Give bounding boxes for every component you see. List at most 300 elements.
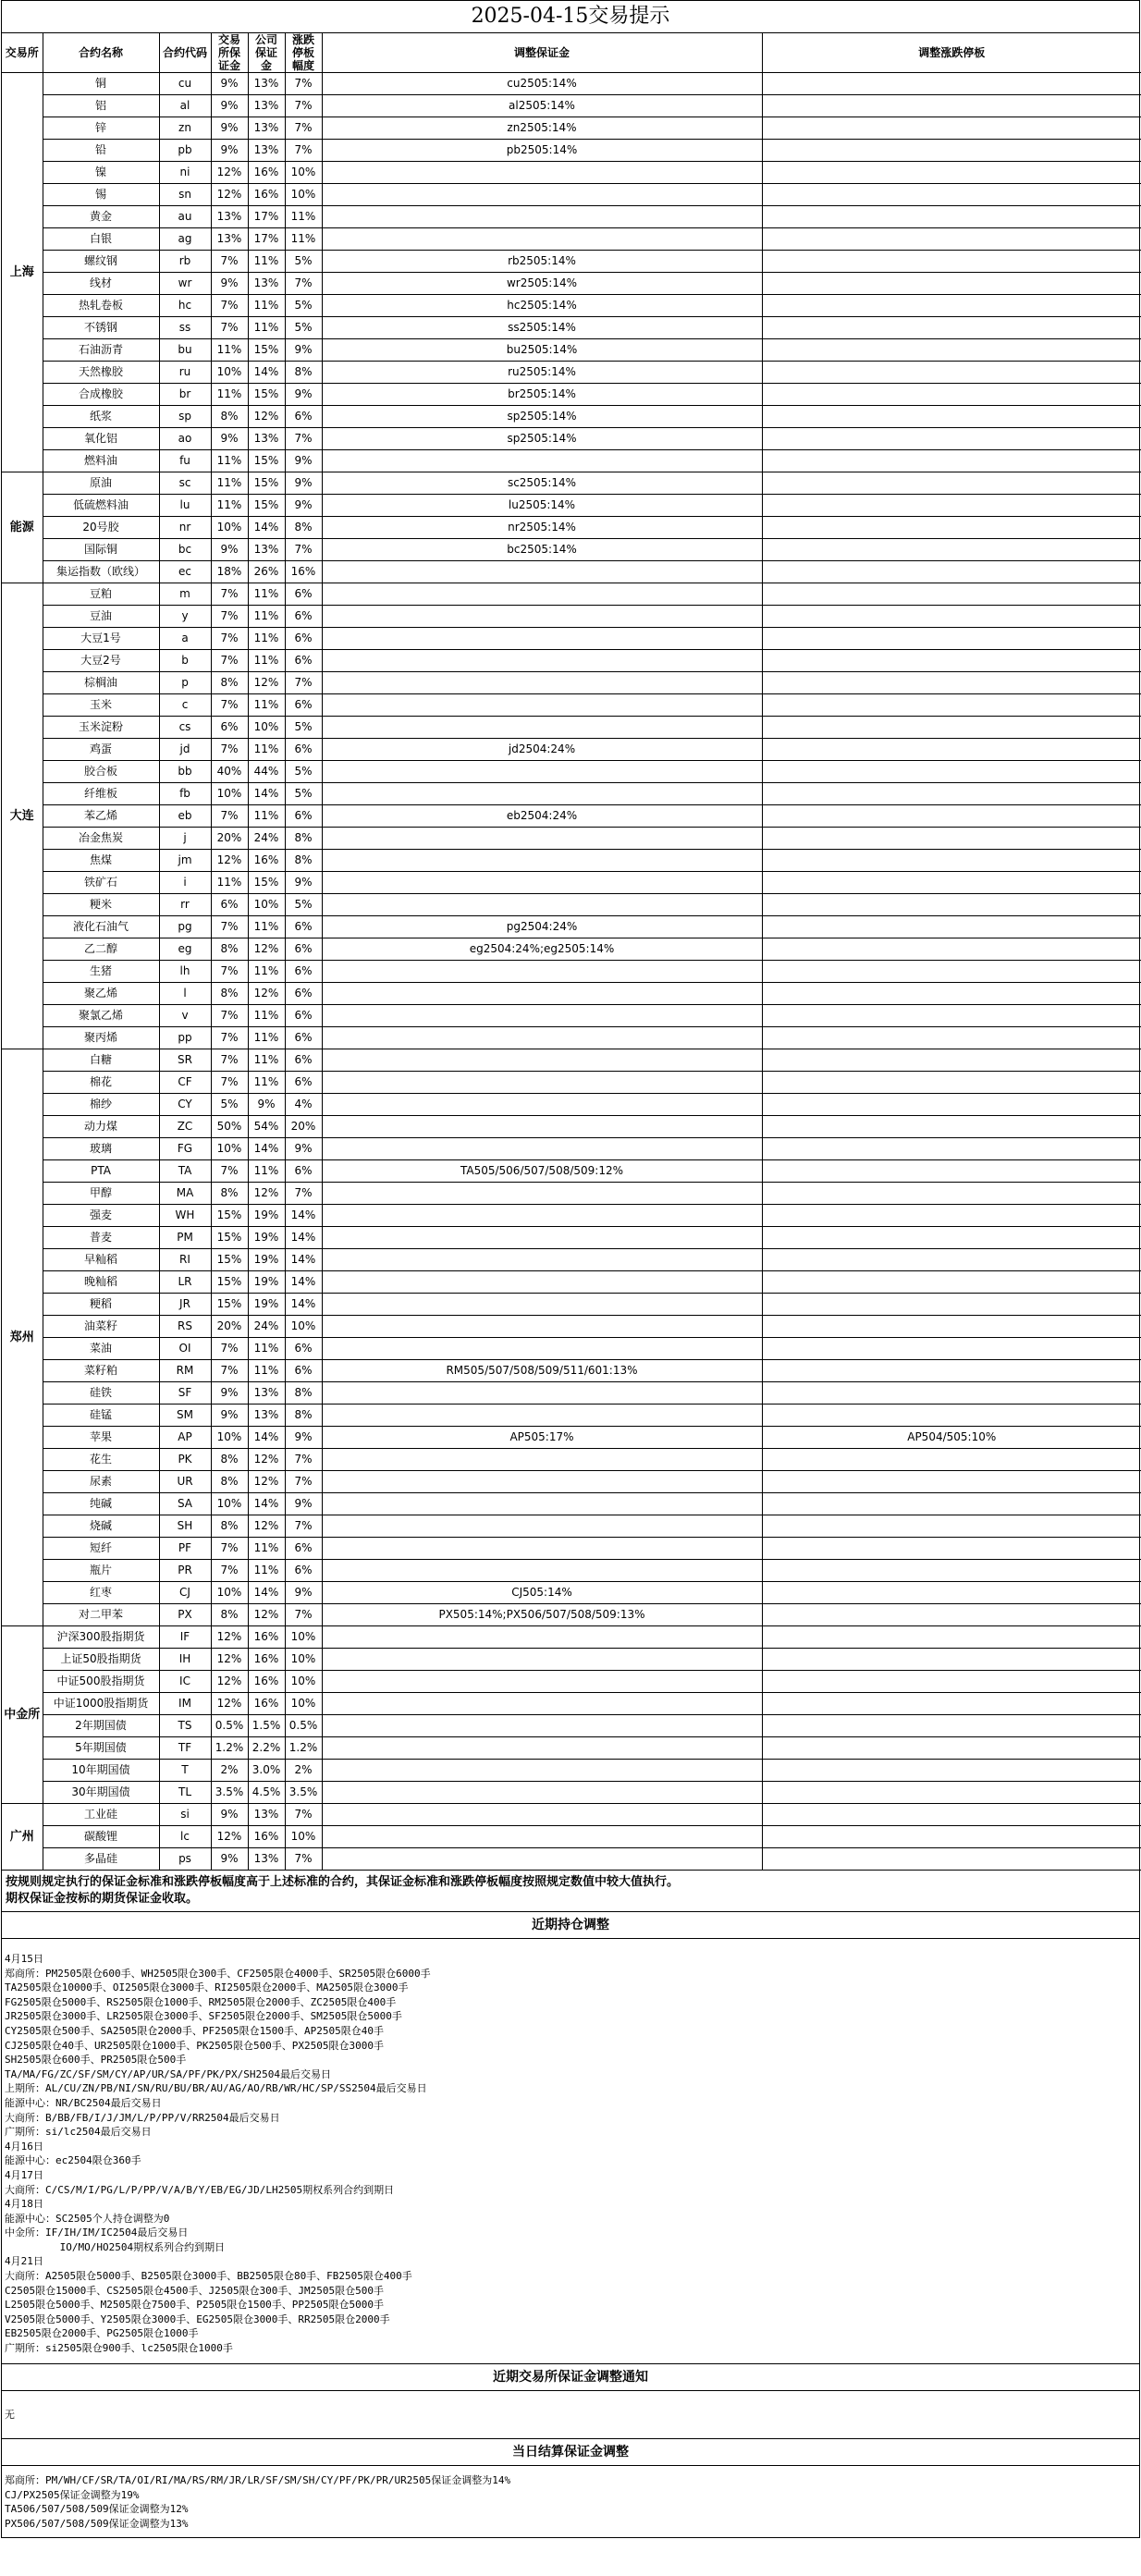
adjusted-margin-cell bbox=[322, 1294, 762, 1316]
contract-code-cell: ao bbox=[159, 428, 211, 450]
limit-range-cell: 5% bbox=[285, 295, 322, 317]
table-row bbox=[2, 1804, 1141, 1826]
table-row bbox=[2, 73, 1141, 95]
limit-range-cell: 7% bbox=[285, 117, 322, 140]
exchange-margin-cell: 7% bbox=[211, 1072, 248, 1094]
adjusted-margin-cell bbox=[322, 1538, 762, 1560]
adjusted-margin-cell bbox=[322, 1382, 762, 1405]
table-row bbox=[2, 1449, 1141, 1471]
contract-name-cell: 乙二醇 bbox=[43, 938, 159, 961]
company-margin-cell: 19% bbox=[248, 1249, 285, 1271]
limit-range-cell: 8% bbox=[285, 1382, 322, 1405]
adjusted-limit-cell bbox=[762, 850, 1141, 872]
company-margin-cell: 16% bbox=[248, 1693, 285, 1715]
table-row bbox=[2, 672, 1141, 694]
limit-range-cell: 7% bbox=[285, 1449, 322, 1471]
contract-code-cell: LR bbox=[159, 1271, 211, 1294]
limit-range-cell: 8% bbox=[285, 517, 322, 539]
contract-code-cell: SH bbox=[159, 1515, 211, 1538]
limit-range-cell: 5% bbox=[285, 717, 322, 739]
exchange-margin-cell: 7% bbox=[211, 805, 248, 828]
adjusted-limit-cell bbox=[762, 295, 1141, 317]
contract-name-cell: 大豆1号 bbox=[43, 628, 159, 650]
adjusted-margin-cell: sp2505:14% bbox=[322, 406, 762, 428]
limit-range-cell: 10% bbox=[285, 1693, 322, 1715]
company-margin-cell: 11% bbox=[248, 1160, 285, 1183]
section-position-adjustment bbox=[2, 1912, 1139, 2364]
contract-name-cell: 铝 bbox=[43, 95, 159, 117]
table-row bbox=[2, 1760, 1141, 1782]
contract-name-cell: 晚籼稻 bbox=[43, 1271, 159, 1294]
adjusted-limit-cell bbox=[762, 517, 1141, 539]
adjusted-margin-cell bbox=[322, 1715, 762, 1737]
table-row bbox=[2, 206, 1141, 228]
limit-range-cell: 7% bbox=[285, 428, 322, 450]
exchange-margin-cell: 9% bbox=[211, 117, 248, 140]
adjusted-margin-cell bbox=[322, 184, 762, 206]
adjusted-limit-cell: AP504/505:10% bbox=[762, 1427, 1141, 1449]
adjusted-limit-cell bbox=[762, 1649, 1141, 1671]
table-row bbox=[2, 1826, 1141, 1848]
contract-code-cell: fb bbox=[159, 783, 211, 805]
company-margin-cell: 11% bbox=[248, 694, 285, 717]
adjusted-margin-cell bbox=[322, 628, 762, 650]
company-margin-cell: 26% bbox=[248, 561, 285, 583]
contract-code-cell: UR bbox=[159, 1471, 211, 1493]
adjusted-margin-cell bbox=[322, 872, 762, 894]
adjusted-margin-cell: bc2505:14% bbox=[322, 539, 762, 561]
adjusted-limit-cell bbox=[762, 1360, 1141, 1382]
section-body: 无 bbox=[2, 2391, 1139, 2440]
limit-range-cell: 9% bbox=[285, 1493, 322, 1515]
exchange-margin-cell: 7% bbox=[211, 1538, 248, 1560]
company-margin-cell: 16% bbox=[248, 1649, 285, 1671]
company-margin-cell: 19% bbox=[248, 1294, 285, 1316]
adjusted-margin-cell bbox=[322, 1560, 762, 1582]
table-row bbox=[2, 517, 1141, 539]
exchange-margin-cell: 10% bbox=[211, 783, 248, 805]
contract-name-cell: 燃料油 bbox=[43, 450, 159, 472]
table-row bbox=[2, 828, 1141, 850]
exchange-margin-cell: 12% bbox=[211, 184, 248, 206]
contract-code-cell: cs bbox=[159, 717, 211, 739]
adjusted-margin-cell bbox=[322, 1338, 762, 1360]
contract-name-cell: 沪深300股指期货 bbox=[43, 1626, 159, 1649]
contract-code-cell: RS bbox=[159, 1316, 211, 1338]
adjusted-limit-cell bbox=[762, 1715, 1141, 1737]
contract-name-cell: 液化石油气 bbox=[43, 916, 159, 938]
exchange-margin-cell: 7% bbox=[211, 650, 248, 672]
adjusted-limit-cell bbox=[762, 1538, 1141, 1560]
exchange-margin-cell: 8% bbox=[211, 672, 248, 694]
exchange-margin-cell: 7% bbox=[211, 739, 248, 761]
table-row bbox=[2, 295, 1141, 317]
company-margin-cell: 14% bbox=[248, 783, 285, 805]
company-margin-cell: 14% bbox=[248, 1138, 285, 1160]
adjusted-limit-cell bbox=[762, 206, 1141, 228]
adjusted-margin-cell bbox=[322, 1138, 762, 1160]
company-margin-cell: 16% bbox=[248, 1671, 285, 1693]
company-margin-cell: 11% bbox=[248, 1360, 285, 1382]
adjusted-limit-cell bbox=[762, 1094, 1141, 1116]
contract-name-cell: 玻璃 bbox=[43, 1138, 159, 1160]
limit-range-cell: 6% bbox=[285, 694, 322, 717]
company-margin-cell: 12% bbox=[248, 1515, 285, 1538]
adjusted-margin-cell bbox=[322, 1471, 762, 1493]
adjusted-limit-cell bbox=[762, 384, 1141, 406]
limit-range-cell: 9% bbox=[285, 872, 322, 894]
adjusted-limit-cell bbox=[762, 184, 1141, 206]
contract-code-cell: PR bbox=[159, 1560, 211, 1582]
limit-range-cell: 10% bbox=[285, 1626, 322, 1649]
contract-code-cell: CF bbox=[159, 1072, 211, 1094]
contract-name-cell: 冶金焦炭 bbox=[43, 828, 159, 850]
adjusted-limit-cell bbox=[762, 1515, 1141, 1538]
adjusted-margin-cell bbox=[322, 672, 762, 694]
contract-name-cell: 油菜籽 bbox=[43, 1316, 159, 1338]
exchange-margin-cell: 15% bbox=[211, 1205, 248, 1227]
section-title: 近期持仓调整 bbox=[2, 1912, 1139, 1939]
contract-code-cell: ss bbox=[159, 317, 211, 339]
adjusted-limit-cell bbox=[762, 1338, 1141, 1360]
adjusted-limit-cell bbox=[762, 1604, 1141, 1626]
company-margin-cell: 11% bbox=[248, 1072, 285, 1094]
exchange-margin-cell: 11% bbox=[211, 339, 248, 362]
adjusted-margin-cell: cu2505:14% bbox=[322, 73, 762, 95]
contract-name-cell: 聚丙烯 bbox=[43, 1027, 159, 1049]
exchange-margin-cell: 5% bbox=[211, 1094, 248, 1116]
adjusted-margin-cell: ru2505:14% bbox=[322, 362, 762, 384]
company-margin-cell: 11% bbox=[248, 1005, 285, 1027]
exchange-margin-cell: 13% bbox=[211, 206, 248, 228]
adjusted-margin-cell bbox=[322, 694, 762, 717]
limit-range-cell: 6% bbox=[285, 1072, 322, 1094]
table-row bbox=[2, 1560, 1141, 1582]
contract-code-cell: c bbox=[159, 694, 211, 717]
exchange-cell: 广州 bbox=[2, 1804, 43, 1871]
adjusted-margin-cell: br2505:14% bbox=[322, 384, 762, 406]
contract-name-cell: 粳稻 bbox=[43, 1294, 159, 1316]
limit-range-cell: 7% bbox=[285, 1604, 322, 1626]
company-margin-cell: 13% bbox=[248, 1405, 285, 1427]
contract-code-cell: PF bbox=[159, 1538, 211, 1560]
adjusted-limit-cell bbox=[762, 73, 1141, 95]
limit-range-cell: 9% bbox=[285, 450, 322, 472]
adjusted-margin-cell bbox=[322, 1027, 762, 1049]
adjusted-margin-cell bbox=[322, 1649, 762, 1671]
contract-name-cell: 苯乙烯 bbox=[43, 805, 159, 828]
contract-name-cell: 石油沥青 bbox=[43, 339, 159, 362]
contract-code-cell: IC bbox=[159, 1671, 211, 1693]
exchange-margin-cell: 15% bbox=[211, 1294, 248, 1316]
company-margin-cell: 19% bbox=[248, 1227, 285, 1249]
exchange-margin-cell: 6% bbox=[211, 894, 248, 916]
company-margin-cell: 13% bbox=[248, 117, 285, 140]
table-row bbox=[2, 1205, 1141, 1227]
contract-code-cell: ZC bbox=[159, 1116, 211, 1138]
limit-range-cell: 6% bbox=[285, 406, 322, 428]
limit-range-cell: 11% bbox=[285, 206, 322, 228]
exchange-margin-cell: 11% bbox=[211, 472, 248, 495]
exchange-margin-cell: 8% bbox=[211, 1604, 248, 1626]
limit-range-cell: 6% bbox=[285, 961, 322, 983]
company-margin-cell: 13% bbox=[248, 273, 285, 295]
limit-range-cell: 10% bbox=[285, 162, 322, 184]
adjusted-limit-cell bbox=[762, 717, 1141, 739]
adjusted-limit-cell bbox=[762, 1183, 1141, 1205]
limit-range-cell: 6% bbox=[285, 1049, 322, 1072]
table-row bbox=[2, 1427, 1141, 1449]
company-margin-cell: 11% bbox=[248, 1027, 285, 1049]
contract-name-cell: 黄金 bbox=[43, 206, 159, 228]
contract-name-cell: 棉花 bbox=[43, 1072, 159, 1094]
company-margin-cell: 16% bbox=[248, 162, 285, 184]
contract-code-cell: b bbox=[159, 650, 211, 672]
company-margin-cell: 11% bbox=[248, 251, 285, 273]
table-row bbox=[2, 1604, 1141, 1626]
adjusted-margin-cell bbox=[322, 206, 762, 228]
adjusted-limit-cell bbox=[762, 1049, 1141, 1072]
limit-range-cell: 6% bbox=[285, 650, 322, 672]
limit-range-cell: 14% bbox=[285, 1271, 322, 1294]
limit-range-cell: 7% bbox=[285, 1183, 322, 1205]
adjusted-margin-cell bbox=[322, 1782, 762, 1804]
contract-name-cell: 天然橡胶 bbox=[43, 362, 159, 384]
company-margin-cell: 14% bbox=[248, 1427, 285, 1449]
limit-range-cell: 5% bbox=[285, 783, 322, 805]
adjusted-limit-cell bbox=[762, 539, 1141, 561]
adjusted-limit-cell bbox=[762, 117, 1141, 140]
table-row bbox=[2, 472, 1141, 495]
contract-name-cell: 纸浆 bbox=[43, 406, 159, 428]
limit-range-cell: 5% bbox=[285, 761, 322, 783]
contract-name-cell: 锡 bbox=[43, 184, 159, 206]
contract-name-cell: 5年期国债 bbox=[43, 1737, 159, 1760]
limit-range-cell: 14% bbox=[285, 1205, 322, 1227]
adjusted-limit-cell bbox=[762, 739, 1141, 761]
exchange-margin-cell: 7% bbox=[211, 606, 248, 628]
contract-name-cell: PTA bbox=[43, 1160, 159, 1183]
exchange-margin-cell: 11% bbox=[211, 495, 248, 517]
exchange-margin-cell: 9% bbox=[211, 95, 248, 117]
contract-name-cell: 白银 bbox=[43, 228, 159, 251]
table-row bbox=[2, 1582, 1141, 1604]
limit-range-cell: 3.5% bbox=[285, 1782, 322, 1804]
contract-name-cell: 线材 bbox=[43, 273, 159, 295]
adjusted-limit-cell bbox=[762, 273, 1141, 295]
company-margin-cell: 15% bbox=[248, 450, 285, 472]
contract-code-cell: ni bbox=[159, 162, 211, 184]
contract-name-cell: 焦煤 bbox=[43, 850, 159, 872]
company-margin-cell: 12% bbox=[248, 672, 285, 694]
adjusted-margin-cell bbox=[322, 1693, 762, 1715]
table-row bbox=[2, 117, 1141, 140]
contract-code-cell: IM bbox=[159, 1693, 211, 1715]
company-margin-cell: 10% bbox=[248, 717, 285, 739]
adjusted-limit-cell bbox=[762, 1249, 1141, 1271]
table-row bbox=[2, 583, 1141, 606]
adjusted-limit-cell bbox=[762, 916, 1141, 938]
contract-name-cell: 胶合板 bbox=[43, 761, 159, 783]
contract-name-cell: 铅 bbox=[43, 140, 159, 162]
table-row bbox=[2, 1094, 1141, 1116]
table-row bbox=[2, 1737, 1141, 1760]
company-margin-cell: 16% bbox=[248, 1626, 285, 1649]
table-row bbox=[2, 1116, 1141, 1138]
col-limit-range: 涨跌停板幅度 bbox=[285, 33, 322, 73]
col-company-margin: 公司保证金 bbox=[248, 33, 285, 73]
company-margin-cell: 11% bbox=[248, 317, 285, 339]
exchange-margin-cell: 10% bbox=[211, 1427, 248, 1449]
table-row bbox=[2, 1049, 1141, 1072]
limit-range-cell: 7% bbox=[285, 140, 322, 162]
exchange-margin-cell: 10% bbox=[211, 517, 248, 539]
adjusted-limit-cell bbox=[762, 1848, 1141, 1871]
limit-range-cell: 6% bbox=[285, 1160, 322, 1183]
company-margin-cell: 11% bbox=[248, 961, 285, 983]
adjusted-limit-cell bbox=[762, 162, 1141, 184]
adjusted-margin-cell: bu2505:14% bbox=[322, 339, 762, 362]
adjusted-margin-cell bbox=[322, 228, 762, 251]
exchange-margin-cell: 7% bbox=[211, 916, 248, 938]
section-title: 当日结算保证金调整 bbox=[2, 2439, 1139, 2466]
contract-code-cell: CJ bbox=[159, 1582, 211, 1604]
exchange-margin-cell: 7% bbox=[211, 1005, 248, 1027]
adjusted-limit-cell bbox=[762, 495, 1141, 517]
exchange-margin-cell: 7% bbox=[211, 1049, 248, 1072]
adjusted-limit-cell bbox=[762, 362, 1141, 384]
col-contract-name: 合约名称 bbox=[43, 33, 159, 73]
exchange-margin-cell: 7% bbox=[211, 583, 248, 606]
exchange-margin-cell: 8% bbox=[211, 983, 248, 1005]
contract-name-cell: 对二甲苯 bbox=[43, 1604, 159, 1626]
exchange-margin-cell: 1.2% bbox=[211, 1737, 248, 1760]
contract-name-cell: 氧化铝 bbox=[43, 428, 159, 450]
adjusted-limit-cell bbox=[762, 1027, 1141, 1049]
exchange-margin-cell: 9% bbox=[211, 539, 248, 561]
limit-range-cell: 7% bbox=[285, 1848, 322, 1871]
table-row bbox=[2, 1715, 1141, 1737]
table-row bbox=[2, 1405, 1141, 1427]
table-body bbox=[2, 73, 1141, 1871]
adjusted-margin-cell bbox=[322, 1737, 762, 1760]
contract-code-cell: SA bbox=[159, 1493, 211, 1515]
table-row bbox=[2, 1249, 1141, 1271]
table-row bbox=[2, 561, 1141, 583]
limit-range-cell: 6% bbox=[285, 739, 322, 761]
table-row bbox=[2, 1626, 1141, 1649]
company-margin-cell: 16% bbox=[248, 850, 285, 872]
contract-name-cell: 合成橡胶 bbox=[43, 384, 159, 406]
table-row bbox=[2, 1493, 1141, 1515]
exchange-margin-cell: 8% bbox=[211, 406, 248, 428]
adjusted-margin-cell: eb2504:24% bbox=[322, 805, 762, 828]
table-row bbox=[2, 406, 1141, 428]
table-row bbox=[2, 1183, 1141, 1205]
table-row bbox=[2, 761, 1141, 783]
contract-code-cell: FG bbox=[159, 1138, 211, 1160]
contract-code-cell: sc bbox=[159, 472, 211, 495]
table-row bbox=[2, 783, 1141, 805]
adjusted-limit-cell bbox=[762, 1804, 1141, 1826]
table-row bbox=[2, 1782, 1141, 1804]
contract-code-cell: ru bbox=[159, 362, 211, 384]
company-margin-cell: 11% bbox=[248, 1338, 285, 1360]
limit-range-cell: 6% bbox=[285, 628, 322, 650]
table-row bbox=[2, 184, 1141, 206]
adjusted-margin-cell: pb2505:14% bbox=[322, 140, 762, 162]
adjusted-margin-cell bbox=[322, 1094, 762, 1116]
adjusted-limit-cell bbox=[762, 1205, 1141, 1227]
adjusted-limit-cell bbox=[762, 983, 1141, 1005]
adjusted-margin-cell: sp2505:14% bbox=[322, 428, 762, 450]
adjusted-margin-cell: jd2504:24% bbox=[322, 739, 762, 761]
exchange-margin-cell: 40% bbox=[211, 761, 248, 783]
table-row bbox=[2, 1005, 1141, 1027]
table-row bbox=[2, 694, 1141, 717]
adjusted-limit-cell bbox=[762, 1072, 1141, 1094]
company-margin-cell: 12% bbox=[248, 1604, 285, 1626]
adjusted-margin-cell bbox=[322, 1072, 762, 1094]
contract-code-cell: lu bbox=[159, 495, 211, 517]
contract-name-cell: 原油 bbox=[43, 472, 159, 495]
rule-note: 按规则规定执行的保证金标准和涨跌停板幅度高于上述标准的合约，其保证金标准和涨跌停板幅度按照规定数值中较大值执行。 期权保证金按标的期货保证金收取。 bbox=[2, 1871, 1139, 1912]
adjusted-margin-cell bbox=[322, 1249, 762, 1271]
exchange-margin-cell: 11% bbox=[211, 384, 248, 406]
contract-name-cell: 白糖 bbox=[43, 1049, 159, 1072]
adjusted-margin-cell bbox=[322, 761, 762, 783]
limit-range-cell: 4% bbox=[285, 1094, 322, 1116]
contract-code-cell: pp bbox=[159, 1027, 211, 1049]
contract-name-cell: 锌 bbox=[43, 117, 159, 140]
table-row bbox=[2, 938, 1141, 961]
company-margin-cell: 10% bbox=[248, 894, 285, 916]
adjusted-margin-cell bbox=[322, 1116, 762, 1138]
limit-range-cell: 2% bbox=[285, 1760, 322, 1782]
company-margin-cell: 11% bbox=[248, 805, 285, 828]
contract-code-cell: MA bbox=[159, 1183, 211, 1205]
exchange-margin-cell: 7% bbox=[211, 295, 248, 317]
contract-name-cell: 聚氯乙烯 bbox=[43, 1005, 159, 1027]
company-margin-cell: 11% bbox=[248, 1560, 285, 1582]
contract-code-cell: SF bbox=[159, 1382, 211, 1405]
adjusted-margin-cell: hc2505:14% bbox=[322, 295, 762, 317]
contract-name-cell: 棉纱 bbox=[43, 1094, 159, 1116]
adjusted-limit-cell bbox=[762, 1382, 1141, 1405]
contract-code-cell: TS bbox=[159, 1715, 211, 1737]
col-contract-code: 合约代码 bbox=[159, 33, 211, 73]
company-margin-cell: 15% bbox=[248, 472, 285, 495]
company-margin-cell: 15% bbox=[248, 339, 285, 362]
margin-table bbox=[2, 33, 1141, 1871]
exchange-margin-cell: 9% bbox=[211, 1848, 248, 1871]
adjusted-margin-cell bbox=[322, 1227, 762, 1249]
company-margin-cell: 11% bbox=[248, 295, 285, 317]
adjusted-margin-cell: PX505:14%;PX506/507/508/509:13% bbox=[322, 1604, 762, 1626]
limit-range-cell: 6% bbox=[285, 938, 322, 961]
limit-range-cell: 6% bbox=[285, 916, 322, 938]
table-row bbox=[2, 1027, 1141, 1049]
section-exchange-notice bbox=[2, 2364, 1139, 2440]
company-margin-cell: 9% bbox=[248, 1094, 285, 1116]
contract-name-cell: 烧碱 bbox=[43, 1515, 159, 1538]
table-row bbox=[2, 339, 1141, 362]
contract-code-cell: ps bbox=[159, 1848, 211, 1871]
limit-range-cell: 9% bbox=[285, 1582, 322, 1604]
exchange-margin-cell: 13% bbox=[211, 228, 248, 251]
limit-range-cell: 10% bbox=[285, 1671, 322, 1693]
company-margin-cell: 17% bbox=[248, 228, 285, 251]
